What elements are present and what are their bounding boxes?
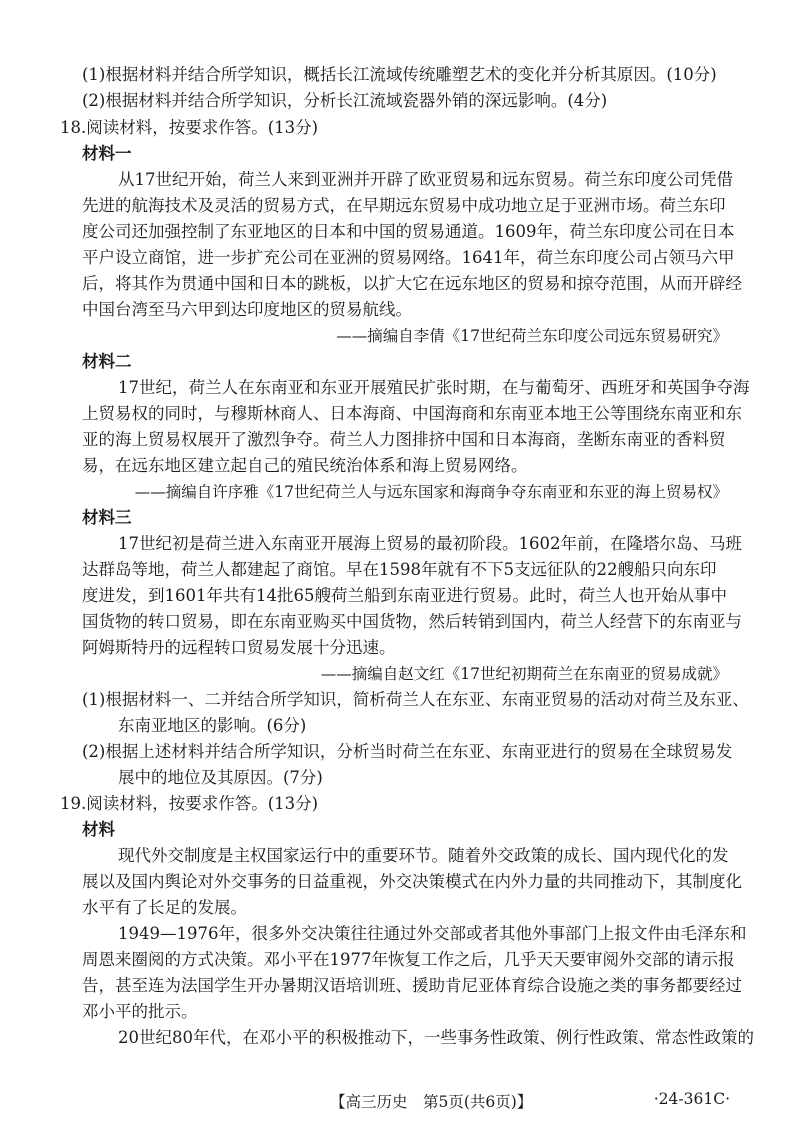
material-3-line: 度进发，到1601年共有14批65艘荷兰船到东南亚进行贸易。此时，荷兰人也开始从事中 [82,586,727,605]
material-line: 现代外交制度是主权国家运行中的重要环节。随着外交政策的成长、国内现代化的发 [118,846,729,865]
question-17-part1: (1)根据材料并结合所学知识，概括长江流域传统雕塑艺术的变化并分析其原因。(10分) [82,65,717,84]
material-line: 邓小平的批示。 [82,1002,198,1021]
question-18-part1-cont: 东南亚地区的影响。(6分) [118,716,307,735]
material-2-line: 亚的海上贸易权展开了激烈争夺。荷兰人力图排挤中国和日本海商，垄断东南亚的香料贸 [82,430,726,449]
page-footer-code: ·24-361C· [653,1090,730,1108]
material-1-line: 从17世纪开始，荷兰人来到亚洲并开辟了欧亚贸易和远东贸易。荷兰东印度公司凭借 [118,170,733,189]
question-17-part2: (2)根据材料并结合所学知识，分析长江流域瓷器外销的深远影响。(4分) [82,91,608,110]
material-line: 20世纪80年代，在邓小平的积极推动下，一些事务性政策、例行性政策、常态性政策的 [118,1028,754,1047]
material-3-line: 17世纪初是荷兰进入东南亚开展海上贸易的最初阶段。1602年前，在隆塔尔岛、马班 [118,534,742,553]
material-line: 告，甚至连为法国学生开办暑期汉语培训班、援助肯尼亚体育综合设施之类的事务都要经过 [82,976,742,995]
material-line: 周恩来圈阅的方式决策。邓小平在1977年恢复工作之后，几乎天天要审阅外交部的请示报 [82,950,735,969]
material-3-label: 材料三 [82,508,132,527]
material-line: 1949—1976年，很多外交决策往往通过外交部或者其他外事部门上报文件由毛泽东和 [118,924,747,943]
material-2-line: 17世纪，荷兰人在东南亚和东亚开展殖民扩张时期，在与葡萄牙、西班牙和英国争夺海 [118,378,750,397]
material-1-line: 平户设立商馆，进一步扩充公司在亚洲的贸易网络。1641年，荷兰东印度公司占领马六甲 [82,248,735,267]
material-1-line: 先进的航海技术及灵活的贸易方式，在早期远东贸易中成功地立足于亚洲市场。荷兰东印 [82,196,726,215]
material-3-line: 阿姆斯特丹的远程转口贸易发展十分迅速。 [82,638,396,657]
page-footer-label: 【高三历史 第5页(共6页)】 [330,1093,533,1111]
material-1-label: 材料一 [82,144,132,163]
material-3-source: ——摘编自赵文红《17世纪初期荷兰在东南亚的贸易成就》 [320,665,728,683]
question-18-heading: 18.阅读材料，按要求作答。(13分) [60,118,319,137]
material-3-line: 达群岛等地，荷兰人都建起了商馆。早在1598年就有不下5支远征队的22艘船只向东印 [82,560,717,579]
material-2-source: ——摘编自许序雅《17世纪荷兰人与远东国家和海商争夺东南亚和东亚的海上贸易权》 [134,483,728,501]
material-line: 展以及国内舆论对外交事务的日益重视，外交决策模式在内外力量的共同推动下，其制度化 [82,872,742,891]
material-line: 水平有了长足的发展。 [82,898,247,917]
material-label: 材料 [82,820,115,839]
question-18-part2: (2)根据上述材料并结合所学知识，分析当时荷兰在东亚、东南亚进行的贸易在全球贸易发 [82,742,733,761]
material-1-source: ——摘编自李倩《17世纪荷兰东印度公司远东贸易研究》 [336,327,728,345]
material-2-line: 上贸易权的同时，与穆斯林商人、日本海商、中国海商和东南亚本地王公等围绕东南亚和东 [82,404,742,423]
question-18-part1: (1)根据材料一、二并结合所学知识，简析荷兰人在东亚、东南亚贸易的活动对荷兰及东亚、 [82,690,749,709]
material-3-line: 国货物的转口贸易，即在东南亚购买中国货物，然后转销到国内，荷兰人经营下的东南亚与 [82,612,742,631]
material-2-label: 材料二 [82,352,132,371]
material-1-line: 中国台湾至马六甲到达印度地区的贸易航线。 [82,300,412,319]
material-1-line: 后，将其作为贯通中国和日本的跳板，以扩大它在远东地区的贸易和掠夺范围，从而开辟经 [82,274,742,293]
question-19-heading: 19.阅读材料，按要求作答。(13分) [60,794,319,813]
material-2-line: 易，在远东地区建立起自己的殖民统治体系和海上贸易网络。 [82,456,528,475]
question-18-part2-cont: 展中的地位及其原因。(7分) [118,768,323,787]
material-1-line: 度公司还加强控制了东亚地区的日本和中国的贸易通道。1609年，荷兰东印度公司在日本 [82,222,735,241]
